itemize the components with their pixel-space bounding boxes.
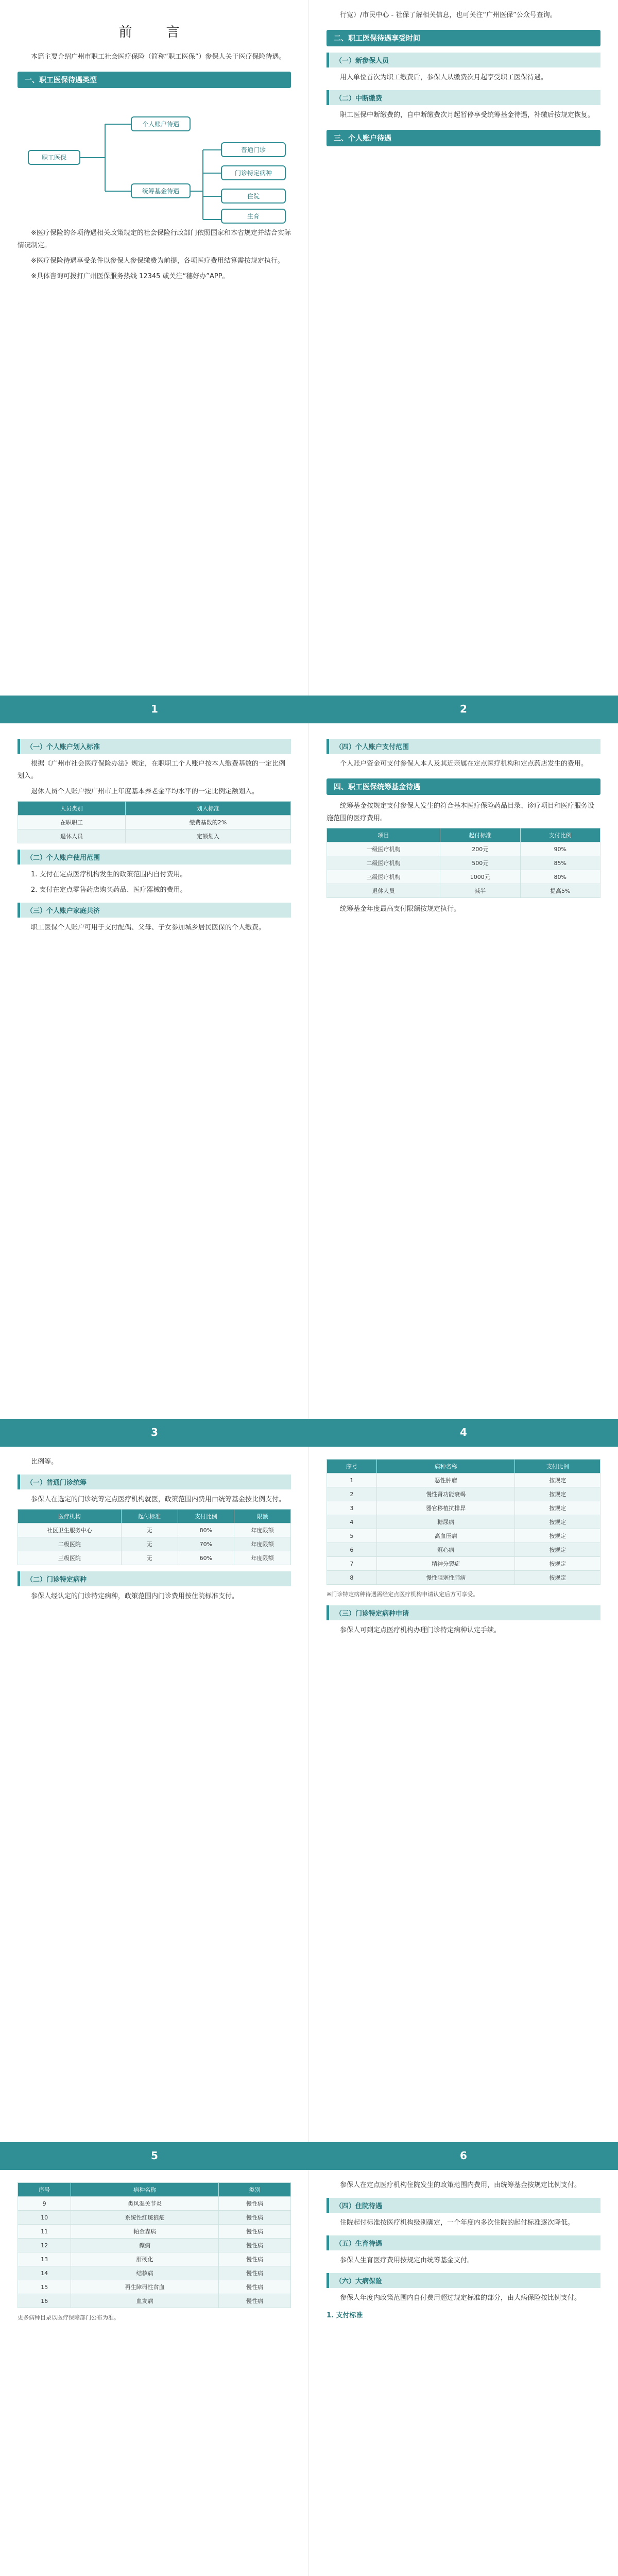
page-number-strip — [0, 1419, 618, 1447]
body-paragraph: 比例等。 — [31, 1458, 58, 1466]
page-number: 6 — [460, 2149, 467, 2162]
subsection-heading: （二）中断缴费 — [327, 90, 600, 105]
page-number: 5 — [151, 2149, 158, 2162]
table-cell: 按规定 — [515, 1487, 600, 1501]
table-cell: 5 — [327, 1529, 377, 1543]
sheet-4 — [0, 2170, 618, 2576]
body-paragraph: 参保人在定点医疗机构住院发生的政策范围内费用，由统筹基金按规定比例支付。 — [340, 2181, 581, 2189]
table-row — [327, 1501, 600, 1515]
body-paragraph: ※医疗保险的各项待遇相关政策规定的社会保险行政部门依照国家和本省规定并结合实际情况制定。 — [18, 229, 291, 249]
table-cell: 慢性病 — [218, 2280, 290, 2294]
subsection-heading: （四）个人账户支付范围 — [327, 739, 600, 754]
body-paragraph: 2. 支付在定点零售药店购买药品、医疗器械的费用。 — [31, 886, 187, 894]
table-row — [327, 1557, 600, 1571]
table-row — [18, 2239, 291, 2252]
subsection-heading: （一）普通门诊统筹 — [18, 1475, 291, 1489]
page-1 — [0, 0, 309, 696]
subsection-heading: （二）个人账户使用范围 — [18, 850, 291, 865]
table-cell: 按规定 — [515, 1571, 600, 1585]
table-cell: 6 — [327, 1543, 377, 1557]
table-cell: 80% — [520, 870, 600, 884]
table-cell: 再生障碍性贫血 — [71, 2280, 219, 2294]
diagram-root: 职工医保 — [28, 150, 80, 165]
table-row — [327, 870, 600, 884]
table-cell: 60% — [178, 1551, 234, 1565]
section-heading: 三、个人账户待遇 — [327, 130, 600, 146]
table-cell: 15 — [18, 2280, 71, 2294]
subsection-heading: （二）门诊特定病种 — [18, 1571, 291, 1586]
table-cell: 年度限额 — [234, 1551, 291, 1565]
table-cell: 11 — [18, 2225, 71, 2239]
table-header: 划入标准 — [125, 802, 290, 816]
table-header: 病种名称 — [376, 1460, 515, 1473]
table-cell: 慢性病 — [218, 2239, 290, 2252]
body-paragraph: 参保人经认定的门诊特定病种，政策范围内门诊费用按住院标准支付。 — [31, 1592, 239, 1600]
section-heading: 一、职工医保待遇类型 — [18, 72, 291, 88]
page-4 — [309, 723, 618, 1419]
table-cell: 退休人员 — [327, 884, 440, 898]
body-paragraph: 退休人员个人账户按广州市上年度基本养老金平均水平的一定比例定额划入。 — [31, 788, 259, 795]
table-header: 起付标准 — [440, 828, 520, 842]
section-heading: 二、职工医保待遇享受时间 — [327, 30, 600, 46]
table-cell: 冠心病 — [376, 1543, 515, 1557]
table-cell: 退休人员 — [18, 829, 126, 843]
table-cell: 年度限额 — [234, 1537, 291, 1551]
table-cell: 帕金森病 — [71, 2225, 219, 2239]
body-paragraph: 住院起付标准按医疗机构级别确定，一个年度内多次住院的起付标准逐次降低。 — [340, 2219, 575, 2227]
table-cell: 二级医院 — [18, 1537, 122, 1551]
page-number: 1 — [151, 703, 158, 715]
table-row — [18, 2294, 291, 2308]
sheet-2 — [0, 723, 618, 1419]
table-cell: 10 — [18, 2211, 71, 2225]
table-row — [327, 1529, 600, 1543]
table-row — [18, 2197, 291, 2211]
table-header: 序号 — [327, 1460, 377, 1473]
table-cell: 恶性肿瘤 — [376, 1473, 515, 1487]
subsection-heading: （四）住院待遇 — [327, 2198, 600, 2213]
table-cell: 3 — [327, 1501, 377, 1515]
diagram-branch-pooled-fund: 统筹基金待遇 — [131, 183, 191, 198]
table-cell: 12 — [18, 2239, 71, 2252]
table-row — [18, 816, 291, 829]
table-row — [327, 856, 600, 870]
sheet-3 — [0, 1447, 618, 2142]
body-paragraph: 行宽）/市民中心 - 社保了解相关信息，也可关注“广州医保”公众号查询。 — [340, 11, 557, 19]
subsection-heading: （五）生育待遇 — [327, 2235, 600, 2250]
table-cell: 按规定 — [515, 1515, 600, 1529]
table-row — [18, 829, 291, 843]
table-cell: 13 — [18, 2252, 71, 2266]
table-cell: 精神分裂症 — [376, 1557, 515, 1571]
table-cell: 16 — [18, 2294, 71, 2308]
table-header: 病种名称 — [71, 2183, 219, 2197]
table-row — [18, 2225, 291, 2239]
table-cell: 慢性病 — [218, 2266, 290, 2280]
table-cell: 2 — [327, 1487, 377, 1501]
table-cell: 系统性红斑狼疮 — [71, 2211, 219, 2225]
special-disease-table — [327, 1459, 600, 1585]
table-cell: 慢性病 — [218, 2197, 290, 2211]
table-cell: 二级医疗机构 — [327, 856, 440, 870]
note-text: 更多病种目录以医疗保障部门公布为准。 — [18, 2314, 119, 2321]
subsection-heading: （一）个人账户划入标准 — [18, 739, 291, 754]
subsection-heading: （三）个人账户家庭共济 — [18, 903, 291, 918]
table-cell: 无 — [121, 1551, 178, 1565]
body-paragraph: 用人单位首次为职工缴费后，参保人从缴费次月起享受职工医保待遇。 — [340, 74, 548, 81]
table-row — [327, 1487, 600, 1501]
page-6 — [309, 1447, 618, 2142]
body-paragraph: 个人账户资金可支付参保人本人及其近亲属在定点医疗机构和定点药店发生的费用。 — [340, 760, 588, 768]
table-header: 项目 — [327, 828, 440, 842]
table-header: 起付标准 — [121, 1510, 178, 1523]
page-number-strip — [0, 2142, 618, 2170]
diagram-branch-personal-account: 个人账户待遇 — [131, 116, 191, 131]
table-header: 支付比例 — [515, 1460, 600, 1473]
table-row — [327, 884, 600, 898]
table-cell: 4 — [327, 1515, 377, 1529]
page-3 — [0, 723, 309, 1419]
table-row — [18, 2280, 291, 2294]
table-row — [18, 2211, 291, 2225]
table-cell: 一级医疗机构 — [327, 842, 440, 856]
subsection-heading: （六）大病保险 — [327, 2273, 600, 2288]
table-cell: 三级医院 — [18, 1551, 122, 1565]
pooled-fund-table — [327, 828, 600, 898]
table-cell: 高血压病 — [376, 1529, 515, 1543]
diagram-leaf-special-disease: 门诊特定病种 — [221, 165, 286, 180]
table-cell: 慢性病 — [218, 2225, 290, 2239]
body-paragraph: 参保人可到定点医疗机构办理门诊特定病种认定手续。 — [340, 1626, 501, 1634]
table-cell: 提高5% — [520, 884, 600, 898]
page-8 — [309, 2170, 618, 2576]
page-number: 2 — [460, 703, 467, 715]
table-cell: 按规定 — [515, 1529, 600, 1543]
body-paragraph: 职工医保中断缴费的，自中断缴费次月起暂停享受统筹基金待遇，补缴后按规定恢复。 — [340, 111, 595, 119]
table-cell: 无 — [121, 1523, 178, 1537]
table-cell: 按规定 — [515, 1557, 600, 1571]
subsection-heading: （三）门诊特定病种申请 — [327, 1605, 600, 1620]
table-header: 类别 — [218, 2183, 290, 2197]
disease-list-table — [18, 2182, 291, 2308]
body-paragraph: 参保人年度内政策范围内自付费用超过规定标准的部分，由大病保险按比例支付。 — [340, 2294, 581, 2302]
body-paragraph: ※具体咨询可拨打广州医保服务热线 12345 或关注“穗好办”APP。 — [31, 273, 229, 280]
sheet-1 — [0, 0, 618, 696]
diagram-leaf-outpatient: 普通门诊 — [221, 142, 286, 157]
section-heading: 四、职工医保统筹基金待遇 — [327, 778, 600, 795]
table-row — [327, 1515, 600, 1529]
table-cell: 7 — [327, 1557, 377, 1571]
table-row — [18, 2266, 291, 2280]
table-cell: 类风湿关节炎 — [71, 2197, 219, 2211]
table-cell: 器官移植抗排异 — [376, 1501, 515, 1515]
table-cell: 社区卫生服务中心 — [18, 1523, 122, 1537]
page-number-strip — [0, 696, 618, 723]
table-cell: 慢性肾功能衰竭 — [376, 1487, 515, 1501]
table-cell: 8 — [327, 1571, 377, 1585]
table-cell: 90% — [520, 842, 600, 856]
outpatient-table — [18, 1509, 291, 1565]
minor-heading: 1. 支付标准 — [327, 2312, 363, 2319]
diagram-leaf-inpatient: 住院 — [221, 189, 286, 204]
table-row — [327, 1571, 600, 1585]
table-cell: 200元 — [440, 842, 520, 856]
table-cell: 减半 — [440, 884, 520, 898]
account-rate-table — [18, 801, 291, 843]
note-text: ※门诊特定病种待遇需经定点医疗机构申请认定后方可享受。 — [327, 1591, 479, 1598]
table-cell: 肝硬化 — [71, 2252, 219, 2266]
table-cell: 三级医疗机构 — [327, 870, 440, 884]
intro-paragraph: 本篇主要介绍广州市职工社会医疗保险（简称“职工医保”）参保人关于医疗保险待遇。 — [31, 53, 286, 61]
body-paragraph: 1. 支付在定点医疗机构发生的政策范围内自付费用。 — [31, 871, 187, 878]
table-cell: 14 — [18, 2266, 71, 2280]
table-row — [327, 1543, 600, 1557]
table-cell: 癫痫 — [71, 2239, 219, 2252]
table-cell: 无 — [121, 1537, 178, 1551]
body-paragraph: 参保人在选定的门诊统筹定点医疗机构就医，政策范围内费用由统筹基金按比例支付。 — [31, 1496, 286, 1503]
body-paragraph: 职工医保个人账户可用于支付配偶、父母、子女参加城乡居民医保的个人缴费。 — [31, 924, 266, 931]
table-header: 序号 — [18, 2183, 71, 2197]
table-cell: 按规定 — [515, 1501, 600, 1515]
table-cell: 年度限额 — [234, 1523, 291, 1537]
body-paragraph: 根据《广州市社会医疗保险办法》规定，在职职工个人账户按本人缴费基数的一定比例划入。 — [18, 760, 286, 780]
table-header: 支付比例 — [178, 1510, 234, 1523]
table-cell: 慢性阻塞性肺病 — [376, 1571, 515, 1585]
table-header: 人员类别 — [18, 802, 126, 816]
table-cell: 500元 — [440, 856, 520, 870]
table-cell: 9 — [18, 2197, 71, 2211]
body-paragraph: 统筹基金按规定支付参保人发生的符合基本医疗保险药品目录、诊疗项目和医疗服务设施范围的医疗费用。 — [327, 802, 595, 822]
table-cell: 慢性病 — [218, 2294, 290, 2308]
table-row — [327, 1473, 600, 1487]
body-paragraph: ※医疗保险待遇享受条件以参保人参保缴费为前提，各项医疗费用结算需按规定执行。 — [31, 257, 284, 265]
page-7 — [0, 2170, 309, 2576]
table-cell: 慢性病 — [218, 2252, 290, 2266]
table-cell: 结核病 — [71, 2266, 219, 2280]
table-header: 医疗机构 — [18, 1510, 122, 1523]
table-cell: 在职职工 — [18, 816, 126, 829]
page-number: 3 — [151, 1426, 158, 1438]
table-cell: 80% — [178, 1523, 234, 1537]
table-cell: 1000元 — [440, 870, 520, 884]
table-cell: 糖尿病 — [376, 1515, 515, 1529]
table-cell: 定额划入 — [125, 829, 290, 843]
table-cell: 85% — [520, 856, 600, 870]
table-row — [18, 1537, 291, 1551]
subsection-heading: （一）新参保人员 — [327, 53, 600, 67]
page-5 — [0, 1447, 309, 2142]
table-row — [18, 1523, 291, 1537]
table-cell: 血友病 — [71, 2294, 219, 2308]
table-row — [327, 842, 600, 856]
table-cell: 按规定 — [515, 1473, 600, 1487]
page-number: 4 — [460, 1426, 467, 1438]
page-title: 前 言 — [118, 25, 190, 40]
body-paragraph: 参保人生育医疗费用按规定由统筹基金支付。 — [340, 2257, 474, 2264]
body-paragraph: 统筹基金年度最高支付限额按规定执行。 — [340, 905, 461, 913]
diagram-leaf-maternity: 生育 — [221, 209, 286, 224]
table-row — [18, 2252, 291, 2266]
page-2 — [309, 0, 618, 696]
table-cell: 1 — [327, 1473, 377, 1487]
benefit-type-diagram — [18, 93, 291, 222]
table-header: 限额 — [234, 1510, 291, 1523]
table-row — [18, 1551, 291, 1565]
table-cell: 70% — [178, 1537, 234, 1551]
table-header: 支付比例 — [520, 828, 600, 842]
table-cell: 按规定 — [515, 1543, 600, 1557]
table-cell: 慢性病 — [218, 2211, 290, 2225]
table-cell: 缴费基数的2% — [125, 816, 290, 829]
